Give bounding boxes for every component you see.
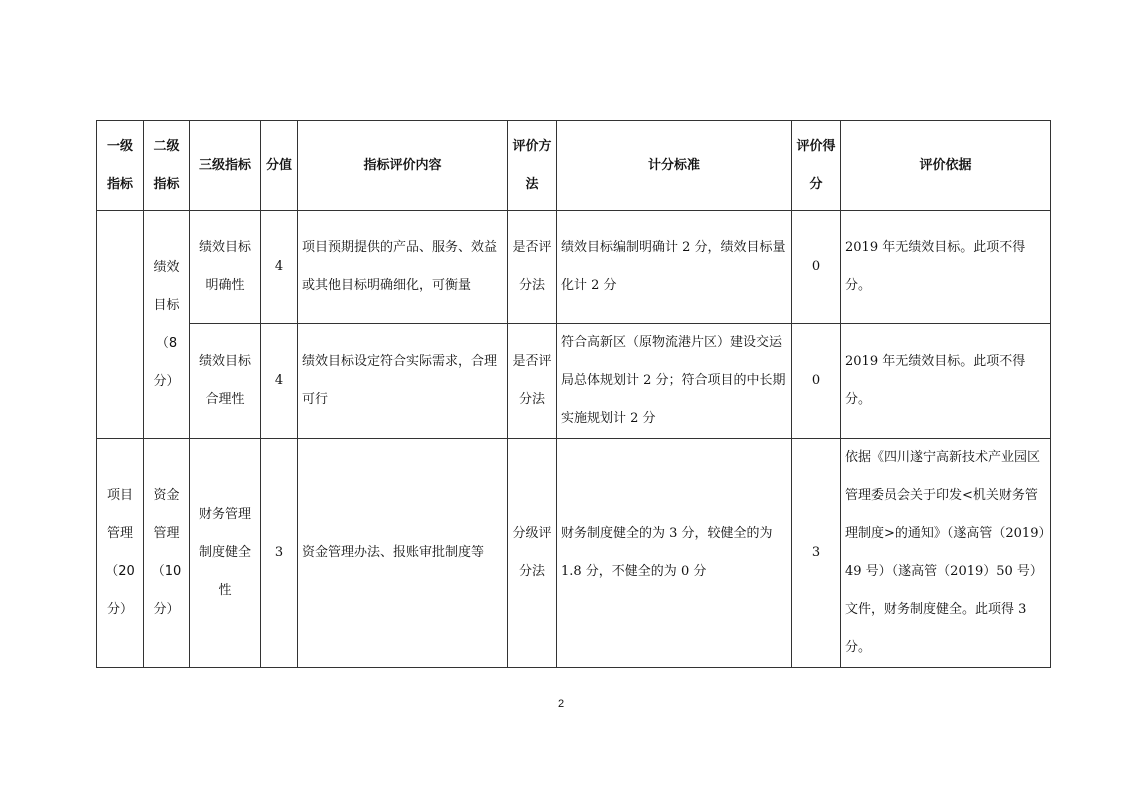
header-content: 指标评价内容 [298, 121, 508, 211]
basis-cell: 依据《四川遂宁高新技术产业园区管理委员会关于印发<机关财务管理制度>的通知》（遂高管（2019）49 号）（遂高管（2019）50 号）文件，财务制度健全。此项得 3 分。 [841, 439, 1051, 668]
score-value-cell: 4 [261, 211, 298, 324]
level2-cell: 绩效目标（8分） [144, 211, 190, 439]
level2-cell: 资金管理（10分） [144, 439, 190, 668]
method-cell: 是否评分法 [508, 324, 557, 439]
evaluation-table [96, 120, 1051, 668]
header-level1: 一级指标 [97, 121, 144, 211]
method-cell: 是否评分法 [508, 211, 557, 324]
table-row [97, 211, 1051, 324]
header-score: 评价得分 [792, 121, 841, 211]
table-row [97, 439, 1051, 668]
standard-cell: 符合高新区（原物流港片区）建设交运局总体规划计 2 分；符合项目的中长期实施规划计 2 分 [557, 324, 792, 439]
score-cell: 0 [792, 324, 841, 439]
header-method: 评价方法 [508, 121, 557, 211]
content-cell: 资金管理办法、报账审批制度等 [298, 439, 508, 668]
score-cell: 0 [792, 211, 841, 324]
level1-cell [97, 211, 144, 439]
standard-cell: 财务制度健全的为 3 分，较健全的为 1.8 分，不健全的为 0 分 [557, 439, 792, 668]
content-cell: 项目预期提供的产品、服务、效益或其他目标明确细化，可衡量 [298, 211, 508, 324]
basis-cell: 2019 年无绩效目标。此项不得分。 [841, 324, 1051, 439]
score-cell: 3 [792, 439, 841, 668]
basis-cell: 2019 年无绩效目标。此项不得分。 [841, 211, 1051, 324]
header-basis: 评价依据 [841, 121, 1051, 211]
header-standard: 计分标准 [557, 121, 792, 211]
score-value-cell: 4 [261, 324, 298, 439]
table-row [97, 324, 1051, 439]
header-level2: 二级指标 [144, 121, 190, 211]
header-score-value: 分值 [261, 121, 298, 211]
content-cell: 绩效目标设定符合实际需求，合理可行 [298, 324, 508, 439]
level3-cell: 绩效目标明确性 [190, 211, 261, 324]
method-cell: 分级评分法 [508, 439, 557, 668]
level3-cell: 财务管理制度健全性 [190, 439, 261, 668]
score-value-cell: 3 [261, 439, 298, 668]
page-number: 2 [557, 698, 565, 710]
level1-cell: 项目管理（20分） [97, 439, 144, 668]
standard-cell: 绩效目标编制明确计 2 分，绩效目标量化计 2 分 [557, 211, 792, 324]
level3-cell: 绩效目标合理性 [190, 324, 261, 439]
header-row [97, 121, 1051, 211]
header-level3: 三级指标 [190, 121, 261, 211]
